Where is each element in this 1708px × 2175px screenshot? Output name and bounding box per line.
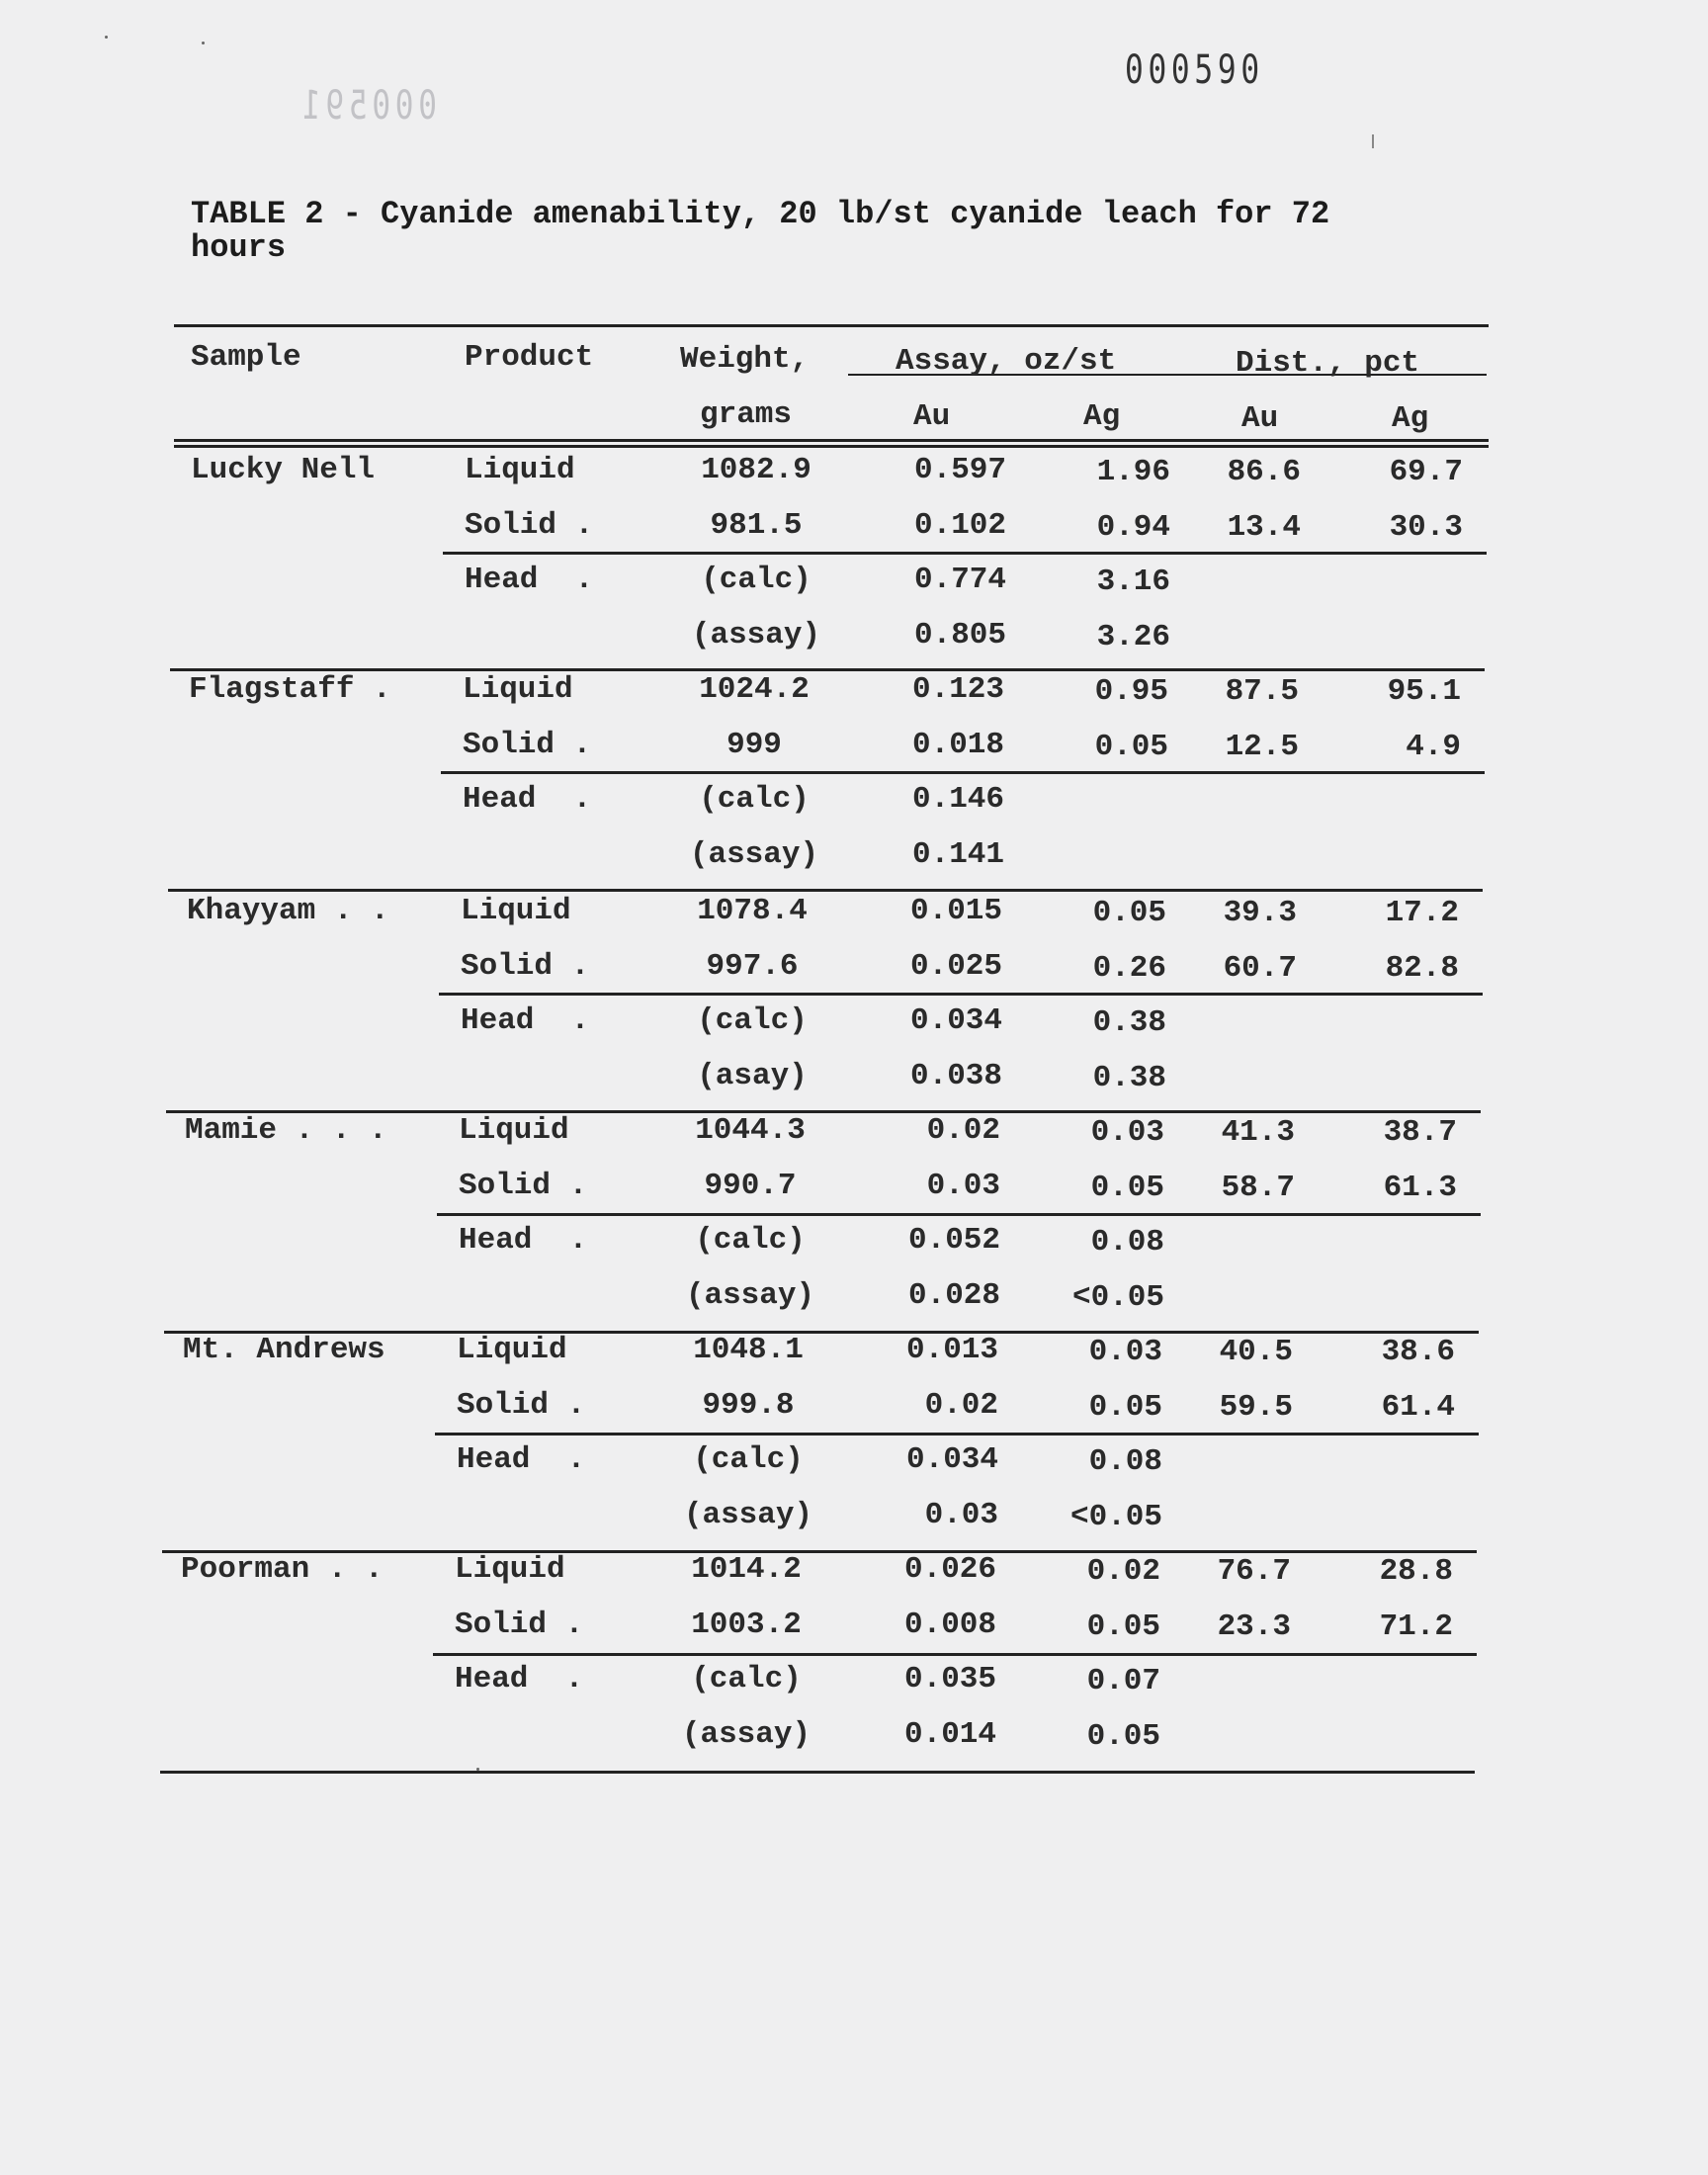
table-title: TABLE 2 - Cyanide amenability, 20 lb/st cyanide leach for 72 hours	[191, 196, 1330, 266]
table-cell-product: Head .	[459, 1223, 588, 1258]
table-cell-ag: 0.07	[1086, 1664, 1160, 1698]
table-cell-ag: 0.08	[1090, 1225, 1164, 1260]
table-cell-ag: 0.05	[1086, 1718, 1160, 1754]
table-cell-au: 0.02	[926, 1113, 1000, 1148]
table-cell-ag: 0.02	[1086, 1554, 1160, 1589]
subtotal-rule	[437, 1213, 1481, 1216]
table-cell-dist-ag: 82.8	[1385, 950, 1459, 986]
table-cell-product: Head .	[463, 782, 592, 817]
sample-name: Mt. Andrews	[183, 1333, 385, 1367]
group-separator-rule	[168, 889, 1483, 892]
table-cell-au: 0.141	[911, 836, 1004, 872]
scan-speck	[476, 1768, 479, 1771]
table-cell-ag: 0.05	[1088, 1389, 1162, 1425]
header-product: Product	[465, 340, 594, 375]
table-cell-ag: <0.05	[1069, 1499, 1162, 1534]
sample-name: Flagstaff .	[189, 672, 391, 707]
table-cell-ag: 0.38	[1092, 1005, 1166, 1040]
table-cell-au: 0.028	[907, 1277, 1000, 1313]
table-cell-weight: 1078.4	[697, 894, 808, 928]
header-sample: Sample	[191, 340, 301, 375]
header-dist-ag: Ag	[1392, 401, 1429, 436]
scan-speck	[105, 36, 108, 39]
table-cell-weight: (assay)	[685, 1277, 815, 1313]
table-cell-dist-ag: 61.4	[1381, 1389, 1455, 1425]
table-cell-product: Head .	[457, 1442, 586, 1477]
table-cell-product: Head .	[465, 563, 594, 597]
header-weight-unit: grams	[700, 397, 793, 432]
table-cell-weight: (calc)	[693, 1442, 804, 1477]
table-cell-weight: 1003.2	[691, 1607, 802, 1642]
table-cell-ag: 0.05	[1094, 729, 1168, 764]
sample-name: Khayyam . .	[187, 894, 389, 928]
table-cell-au: 0.034	[905, 1442, 998, 1477]
table-cell-weight: 999	[726, 727, 782, 762]
subtotal-rule	[433, 1653, 1477, 1656]
table-cell-ag: 0.26	[1092, 950, 1166, 986]
table-cell-dist-ag: 61.3	[1383, 1170, 1457, 1205]
table-cell-dist-au: 76.7	[1217, 1554, 1291, 1589]
subtotal-rule	[443, 552, 1487, 555]
table-cell-weight: (assay)	[691, 617, 821, 652]
table-cell-weight: (calc)	[699, 782, 810, 817]
table-cell-product: Solid .	[463, 727, 592, 762]
table-cell-dist-ag: 71.2	[1379, 1609, 1453, 1644]
table-cell-product: Solid .	[459, 1168, 588, 1203]
table-cell-dist-ag: 17.2	[1385, 896, 1459, 930]
sample-name: Mamie . . .	[185, 1113, 387, 1148]
table-bottom-rule	[160, 1771, 1475, 1774]
table-cell-au: 0.805	[913, 617, 1006, 652]
table-cell-ag: 0.05	[1086, 1609, 1160, 1644]
header-assay-ag: Ag	[1083, 399, 1121, 434]
table-cell-product: Liquid	[463, 672, 573, 707]
table-cell-ag: 0.38	[1092, 1060, 1166, 1095]
table-cell-product: Head .	[455, 1662, 584, 1696]
table-cell-ag: 0.03	[1090, 1115, 1164, 1150]
table-cell-au: 0.02	[924, 1387, 998, 1423]
table-cell-weight: 1024.2	[699, 672, 810, 707]
table-cell-weight: 1044.3	[695, 1113, 806, 1148]
table-cell-au: 0.102	[913, 507, 1006, 543]
table-cell-weight: (calc)	[691, 1662, 802, 1696]
table-cell-dist-au: 58.7	[1221, 1170, 1295, 1205]
table-cell-au: 0.025	[909, 948, 1002, 984]
group-separator-rule	[170, 668, 1485, 671]
table-cell-weight: 997.6	[706, 948, 799, 984]
table-cell-weight: (assay)	[681, 1716, 811, 1752]
table-cell-weight: 999.8	[702, 1387, 795, 1423]
table-cell-weight: 1082.9	[701, 453, 811, 487]
table-cell-dist-au: 60.7	[1223, 950, 1297, 986]
header-weight: Weight,	[680, 342, 810, 377]
header-bottom-rule-2	[174, 445, 1489, 448]
header-assay: Assay, oz/st	[896, 344, 1117, 379]
table-cell-dist-ag: 95.1	[1387, 674, 1461, 709]
table-cell-au: 0.035	[903, 1662, 996, 1696]
table-cell-dist-au: 40.5	[1219, 1335, 1293, 1369]
table-cell-product: Liquid	[459, 1113, 569, 1148]
table-cell-product: Solid .	[455, 1607, 584, 1642]
table-cell-product: Head .	[461, 1003, 590, 1038]
table-cell-au: 0.03	[924, 1497, 998, 1532]
table-cell-ag: 3.26	[1096, 619, 1170, 654]
table-cell-dist-ag: 38.7	[1383, 1115, 1457, 1150]
table-cell-product: Liquid	[465, 453, 575, 487]
scan-speck	[202, 42, 205, 44]
header-bottom-rule	[174, 439, 1489, 442]
table-cell-au: 0.03	[926, 1168, 1000, 1203]
table-cell-dist-au: 41.3	[1221, 1115, 1295, 1150]
table-cell-product: Liquid	[457, 1333, 567, 1367]
table-cell-ag: 0.03	[1088, 1335, 1162, 1369]
table-cell-au: 0.146	[911, 782, 1004, 817]
table-cell-dist-au: 39.3	[1223, 896, 1297, 930]
table-cell-au: 0.018	[911, 727, 1004, 762]
table-cell-dist-au: 59.5	[1219, 1389, 1293, 1425]
sample-name: Lucky Nell	[191, 453, 376, 487]
scan-speck	[1372, 134, 1374, 148]
subtotal-rule	[439, 993, 1483, 996]
header-assay-au: Au	[913, 399, 951, 434]
table-cell-dist-au: 12.5	[1225, 729, 1299, 764]
table-cell-product: Liquid	[455, 1552, 565, 1587]
header-dist: Dist., pct	[1236, 346, 1420, 381]
table-cell-ag: 0.05	[1090, 1170, 1164, 1205]
page-number: 000590	[1125, 47, 1264, 93]
table-cell-ag: 0.95	[1094, 674, 1168, 709]
table-cell-dist-ag: 30.3	[1389, 509, 1463, 545]
table-cell-product: Solid .	[461, 948, 590, 984]
table-cell-au: 0.774	[913, 563, 1006, 597]
table-cell-product: Solid .	[457, 1387, 586, 1423]
table-cell-dist-ag: 4.9	[1406, 729, 1461, 764]
table-cell-weight: (calc)	[697, 1003, 808, 1038]
table-cell-weight: 1014.2	[691, 1552, 802, 1587]
table-cell-weight: (assay)	[683, 1497, 813, 1532]
table-cell-product: Liquid	[461, 894, 571, 928]
table-cell-au: 0.014	[903, 1716, 996, 1752]
table-cell-au: 0.123	[911, 672, 1004, 707]
table-cell-au: 0.052	[907, 1223, 1000, 1258]
table-cell-weight: (calc)	[701, 563, 811, 597]
table-cell-ag: 0.94	[1096, 509, 1170, 545]
table-cell-product: Solid .	[465, 507, 594, 543]
table-cell-dist-au: 86.6	[1227, 455, 1301, 489]
table-cell-weight: 990.7	[704, 1168, 797, 1203]
table-cell-ag: 3.16	[1096, 565, 1170, 599]
table-cell-ag: 0.08	[1088, 1444, 1162, 1479]
subtotal-rule	[435, 1433, 1479, 1436]
subtotal-rule	[441, 771, 1485, 774]
table-cell-ag: <0.05	[1071, 1279, 1164, 1315]
table-cell-au: 0.015	[909, 894, 1002, 928]
table-cell-weight: (asay)	[697, 1058, 808, 1093]
bleed-through-page-number: 000591	[298, 83, 437, 129]
table-cell-weight: (assay)	[689, 836, 819, 872]
table-cell-weight: (calc)	[695, 1223, 806, 1258]
table-cell-dist-au: 87.5	[1225, 674, 1299, 709]
table-top-rule	[174, 324, 1489, 327]
table-cell-ag: 1.96	[1096, 455, 1170, 489]
table-cell-weight: 981.5	[710, 507, 803, 543]
table-cell-au: 0.008	[903, 1607, 996, 1642]
sample-name: Poorman . .	[181, 1552, 384, 1587]
table-cell-dist-ag: 28.8	[1379, 1554, 1453, 1589]
table-cell-dist-ag: 38.6	[1381, 1335, 1455, 1369]
table-cell-au: 0.013	[905, 1333, 998, 1367]
table-cell-ag: 0.05	[1092, 896, 1166, 930]
table-cell-dist-ag: 69.7	[1389, 455, 1463, 489]
table-cell-au: 0.026	[903, 1552, 996, 1587]
table-cell-dist-au: 13.4	[1227, 509, 1301, 545]
table-cell-au: 0.034	[909, 1003, 1002, 1038]
table-cell-au: 0.038	[909, 1058, 1002, 1093]
table-cell-dist-au: 23.3	[1217, 1609, 1291, 1644]
header-dist-au: Au	[1241, 401, 1279, 436]
table-cell-weight: 1048.1	[693, 1333, 804, 1367]
table-cell-au: 0.597	[913, 453, 1006, 487]
